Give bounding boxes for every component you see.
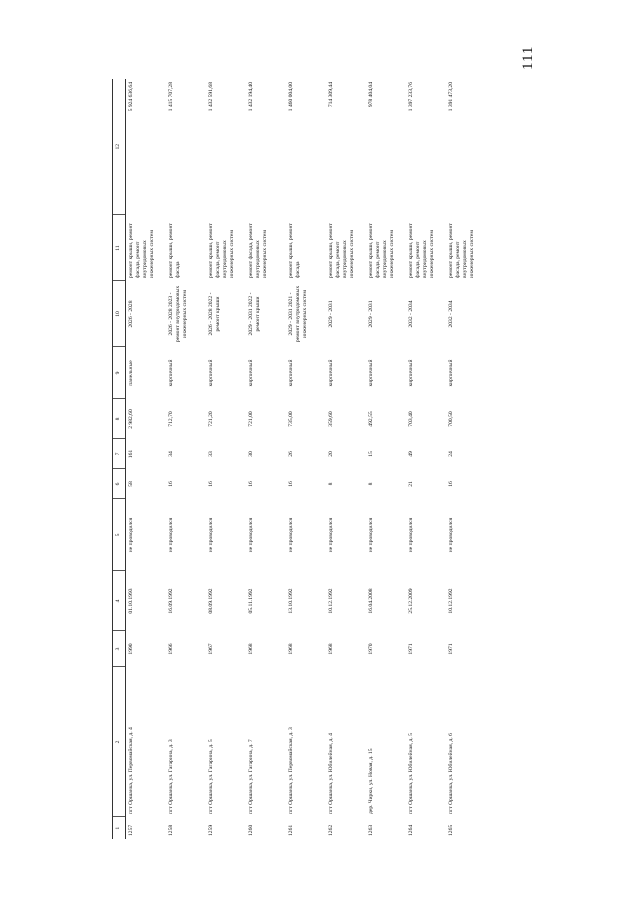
table-cell-date: 25.12.2009 [408, 588, 414, 614]
table-cell-cost: 1 397 233,76 [408, 82, 414, 112]
table-cell-date: 10.12.1992 [448, 588, 454, 614]
table-cell-period: 2026 - 2028 2022 - ремонт крыши [208, 292, 221, 336]
table-cell-address: дер. Чирки, ул. Новая, д. 15 [368, 748, 374, 814]
table-cell-cost: 714 309,44 [328, 82, 334, 108]
table-cell-floors: 16 [168, 481, 174, 487]
table-cell-period: 2032 - 2034 [408, 300, 414, 328]
table-cell-area: 492,55 [368, 411, 374, 427]
table-cell-n: 1261 [288, 824, 294, 836]
header-row [113, 79, 126, 839]
table-cell-works: ремонт крыши, ремонт фасада, ремонт внутридомовых инженерных систем [128, 223, 155, 278]
table-cell-repair: не проводился [168, 517, 174, 553]
table-cell-wall: кирпичный [168, 359, 174, 387]
table-row [366, 79, 406, 839]
table-cell-wall: кирпичный [288, 359, 294, 387]
table-cell-works: ремонт крыши, ремонт фасада [168, 223, 181, 278]
col-header: 8 [113, 399, 126, 439]
table-cell-floors: 16 [448, 481, 454, 487]
table-cell-area: 712,70 [168, 411, 174, 427]
col-header: 7 [113, 439, 126, 469]
table-cell-wall: панельные [128, 360, 134, 386]
table-cell-cost: 1 391 473,20 [448, 82, 454, 112]
table-cell-cost: 1 432 591,68 [208, 82, 214, 112]
table-cell-area: 700,50 [448, 411, 454, 427]
table-cell-repair: не проводился [328, 517, 334, 553]
table-cell-n: 1264 [408, 824, 414, 836]
col-header: 5 [113, 499, 126, 571]
table-cell-cost: 978 404,04 [368, 82, 374, 108]
table-cell-n: 1258 [168, 824, 174, 836]
table-cell-year: 1968 [328, 643, 334, 655]
table-cell-works: ремонт крыши, ремонт фасада [288, 223, 301, 278]
table-cell-floors: 58 [128, 481, 134, 487]
table-row [126, 79, 167, 839]
table-cell-address: пгт Оршанка, ул. Гагарина, д. 5 [208, 739, 214, 814]
table-cell-date: 13.10.1992 [288, 588, 294, 614]
table-cell-floors: 8 [368, 482, 374, 486]
table-cell-n: 1263 [368, 824, 374, 836]
table-cell-year: 1990 [128, 643, 134, 655]
table-cell-works: ремонт крыши, ремонт фасада, ремонт внутридомовых инженерных систем [408, 223, 435, 278]
table-cell-apts: 24 [448, 451, 454, 457]
table-cell-n: 1257 [128, 824, 134, 836]
table-cell-apts: 34 [168, 451, 174, 457]
table-cell-works: ремонт фасада, ремонт внутридомовых инженерных систем [248, 223, 268, 278]
table-cell-repair: не проводился [408, 517, 414, 553]
table-cell-period: 2029 - 2031 2022 - ремонт крыши [248, 292, 261, 336]
table-cell-repair: не проводился [208, 517, 214, 553]
table-cell-cost: 1 432 194,40 [248, 82, 254, 112]
table-cell-repair: не проводился [248, 517, 254, 553]
table-cell-wall: кирпичный [208, 359, 214, 387]
table-row [206, 79, 246, 839]
table-cell-address: пгт Оршанка, ул. Гагарина, д. 3 [168, 739, 174, 814]
table-cell-area: 721,00 [248, 411, 254, 427]
table-cell-wall: кирпичный [368, 359, 374, 387]
table-cell-apts: 20 [328, 451, 334, 457]
table-cell-area: 721,20 [208, 411, 214, 427]
table-row [446, 79, 486, 839]
table-cell-year: 1967 [208, 643, 214, 655]
table-cell-works: ремонт крыши, ремонт фасада, ремонт внутридомовых инженерных систем [448, 223, 475, 278]
table-cell-n: 1260 [248, 824, 254, 836]
table-cell-apts: 30 [248, 451, 254, 457]
table-cell-works: ремонт крыши, ремонт фасада, ремонт внутридомовых инженерных систем [368, 223, 395, 278]
table-cell-date: 05.11.1992 [248, 588, 254, 614]
table-cell-works: ремонт крыши, ремонт фасада, ремонт внутридомовых инженерных систем [208, 223, 235, 278]
table-cell-area: 2 982,60 [128, 409, 134, 429]
table-cell-year: 1971 [448, 643, 454, 655]
table-cell-date: 10.12.1992 [328, 588, 334, 614]
col-header: 10 [113, 281, 126, 347]
table-cell-date: 08.09.1992 [208, 588, 214, 614]
table-cell-address: пгт Оршанка, ул. Юбилейная, д. 6 [448, 733, 454, 814]
capital-repair-table [112, 79, 486, 839]
table-cell-wall: кирпичный [248, 359, 254, 387]
table-cell-period: 2029 - 2031 [368, 300, 374, 328]
table-cell-year: 1968 [248, 643, 254, 655]
col-header: 4 [113, 571, 126, 631]
table-cell-cost: 5 924 636,64 [128, 82, 134, 112]
col-header: 1 [113, 817, 126, 839]
table-cell-area: 359,60 [328, 411, 334, 427]
col-header: 6 [113, 469, 126, 499]
table-cell-area: 703,40 [408, 411, 414, 427]
table-cell-repair: не проводился [288, 517, 294, 553]
table-cell-date: 16.04.2008 [368, 588, 374, 614]
table-cell-period: 2029 - 2031 [328, 300, 334, 328]
col-header: 11 [113, 215, 126, 281]
table-cell-cost: 1 460 004,00 [288, 82, 294, 112]
table-row [406, 79, 446, 839]
table-cell-floors: 16 [288, 481, 294, 487]
table-cell-repair: не проводился [368, 517, 374, 553]
table-cell-n: 1262 [328, 824, 334, 836]
table-cell-period: 2032 - 2034 [448, 300, 454, 328]
page-number: 111 [520, 45, 536, 70]
table-cell-floors: 21 [408, 481, 414, 487]
table-cell-apts: 15 [368, 451, 374, 457]
table-row [326, 79, 366, 839]
table-cell-address: пгт Оршанка, ул. Первомайская, д. 4 [128, 727, 134, 814]
table-cell-period: 2026 - 2028 2023 - ремонт внутридомовых инженерных систем [168, 285, 188, 343]
table-cell-repair: не проводился [128, 517, 134, 553]
table-cell-address: пгт Оршанка, ул. Гагарина, д. 7 [248, 739, 254, 814]
table-cell-address: пгт Оршанка, ул. Юбилейная, д. 5 [408, 733, 414, 814]
rotated-table-container [112, 79, 522, 839]
table-cell-n: 1265 [448, 824, 454, 836]
table-cell-apts: 161 [128, 449, 134, 459]
table-cell-apts: 33 [208, 451, 214, 457]
table-cell-year: 1971 [408, 643, 414, 655]
table-row [286, 79, 326, 839]
table-cell-floors: 16 [208, 481, 214, 487]
table-cell-floors: 16 [248, 481, 254, 487]
table-cell-address: пгт Оршанка, ул. Юбилейная, д. 4 [328, 733, 334, 814]
table-cell-floors: 8 [328, 482, 334, 486]
col-header: 2 [113, 667, 126, 817]
table-cell-wall: кирпичный [408, 359, 414, 387]
table-cell-area: 735,00 [288, 411, 294, 427]
table-cell-apts: 26 [288, 451, 294, 457]
table-cell-repair: не проводился [448, 517, 454, 553]
table-cell-period: 2029 - 2031 2021 - ремонт внутридомовых инженерных систем [288, 285, 308, 343]
table-cell-n: 1259 [208, 824, 214, 836]
table-cell-apts: 49 [408, 451, 414, 457]
table-cell-date: 16.09.1992 [168, 588, 174, 614]
table-row [166, 79, 206, 839]
table-cell-year: 1970 [368, 643, 374, 655]
table-cell-cost: 1 415 707,28 [168, 82, 174, 112]
col-header: 9 [113, 347, 126, 399]
table-cell-date: 01.10.1993 [128, 588, 134, 614]
table-cell-address: пгт Оршанка, ул. Первомайская, д. 3 [288, 727, 294, 814]
table-cell-year: 1968 [288, 643, 294, 655]
table-row [246, 79, 286, 839]
table-cell-year: 1966 [168, 643, 174, 655]
col-header: 3 [113, 631, 126, 667]
table-cell-works: ремонт крыши, ремонт фасада, ремонт внутридомовых инженерных систем [328, 223, 355, 278]
table-cell-wall: кирпичный [328, 359, 334, 387]
table-cell-wall: кирпичный [448, 359, 454, 387]
col-header: 12 [113, 79, 126, 215]
table-cell-period: 2026 - 2028 [128, 300, 134, 328]
